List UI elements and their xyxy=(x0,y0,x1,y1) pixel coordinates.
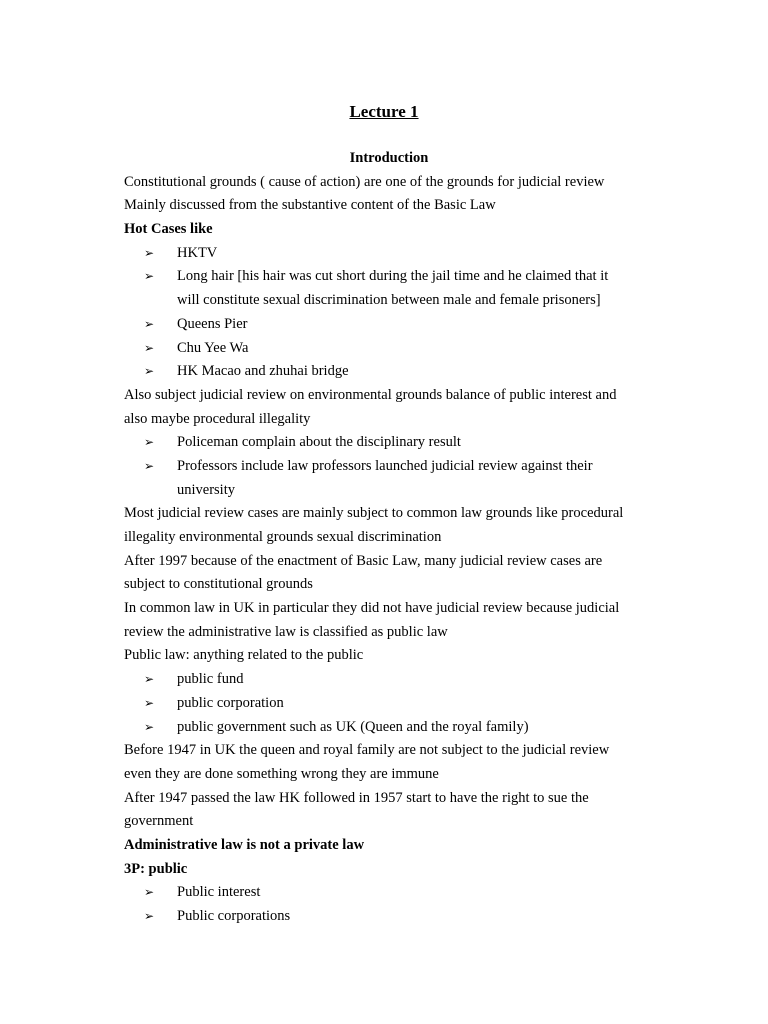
paragraph-line: Most judicial review cases are mainly subject to common law grounds like procedural xyxy=(124,505,624,522)
paragraph-line: review the administrative law is classified as public law xyxy=(124,623,448,640)
arrow-bullet-icon: ➢ xyxy=(144,695,155,710)
bullet-item xyxy=(124,431,644,455)
arrow-bullet-icon: ➢ xyxy=(144,885,155,900)
bullet-item xyxy=(124,668,644,692)
section-heading: Introduction xyxy=(349,150,429,166)
bullet-text: public fund xyxy=(177,671,244,688)
bullet-item xyxy=(124,881,644,905)
bullet-text: Policeman complain about the disciplinary result xyxy=(177,434,461,451)
arrow-bullet-icon: ➢ xyxy=(144,245,155,260)
bullet-text: HKTV xyxy=(177,244,218,261)
paragraph-line: Constitutional grounds ( cause of action) are one of the grounds for judicial review xyxy=(124,173,605,190)
page-title: Lecture 1 xyxy=(349,102,419,121)
paragraph-line: illegality environmental grounds sexual discrimination xyxy=(124,529,442,545)
paragraph-line: also maybe procedural illegality xyxy=(124,410,311,427)
bullet-continuation: will constitute sexual discrimination between male and female prisoners] xyxy=(177,292,601,309)
bullet-item xyxy=(124,313,644,337)
bullet-text: Chu Yee Wa xyxy=(177,339,249,356)
bullet-item xyxy=(124,337,644,361)
bullet-item xyxy=(124,692,644,716)
arrow-bullet-icon: ➢ xyxy=(144,719,155,734)
arrow-bullet-icon: ➢ xyxy=(144,458,155,473)
paragraph-line: Mainly discussed from the substantive content of the Basic Law xyxy=(124,197,496,214)
paragraph-line: Also subject judicial review on environmental grounds balance of public interest and xyxy=(124,386,617,403)
bullet-text: Professors include law professors launched judicial review against their xyxy=(177,457,593,474)
bullet-text: Queens Pier xyxy=(177,315,248,332)
bullet-text: Long hair [his hair was cut short during the jail time and he claimed that it xyxy=(177,268,609,285)
arrow-bullet-icon: ➢ xyxy=(144,909,155,923)
bullet-text: public government such as UK (Queen and the royal family) xyxy=(177,718,529,735)
bullet-item xyxy=(124,905,644,929)
bullet-item xyxy=(124,360,644,384)
bullet-item xyxy=(124,265,644,289)
paragraph-line: government xyxy=(124,813,194,830)
paragraph-line: Before 1947 in UK the queen and royal family are not subject to the judicial review xyxy=(124,742,610,759)
document-body xyxy=(124,147,644,929)
paragraph-line: After 1947 passed the law HK followed in 1957 start to have the right to sue the xyxy=(124,789,589,806)
bullet-item xyxy=(124,716,644,740)
arrow-bullet-icon: ➢ xyxy=(144,269,155,284)
paragraph-line: even they are done something wrong they are immune xyxy=(124,765,439,782)
arrow-bullet-icon: ➢ xyxy=(144,316,155,331)
paragraph-line: subject to constitutional grounds xyxy=(124,576,313,593)
paragraph-line: In common law in UK in particular they did not have judicial review because judicial xyxy=(124,600,620,617)
arrow-bullet-icon: ➢ xyxy=(144,364,155,379)
bold-heading: 3P: public xyxy=(124,860,188,877)
bold-heading: Hot Cases like xyxy=(124,221,213,238)
bold-heading: Administrative law is not a private law xyxy=(124,836,365,853)
bullet-text: public corporation xyxy=(177,694,284,711)
bullet-continuation: university xyxy=(177,481,235,498)
bullet-text: HK Macao and zhuhai bridge xyxy=(177,363,349,380)
bullet-item xyxy=(124,455,644,479)
paragraph-line: After 1997 because of the enactment of Basic Law, many judicial review cases are xyxy=(124,552,603,569)
bullet-item xyxy=(124,242,644,266)
bullet-text: Public interest xyxy=(177,884,261,901)
arrow-bullet-icon: ➢ xyxy=(144,435,155,450)
arrow-bullet-icon: ➢ xyxy=(144,672,155,687)
arrow-bullet-icon: ➢ xyxy=(144,340,155,355)
bullet-text: Public corporations xyxy=(177,908,291,924)
paragraph-line: Public law: anything related to the public xyxy=(124,647,364,664)
